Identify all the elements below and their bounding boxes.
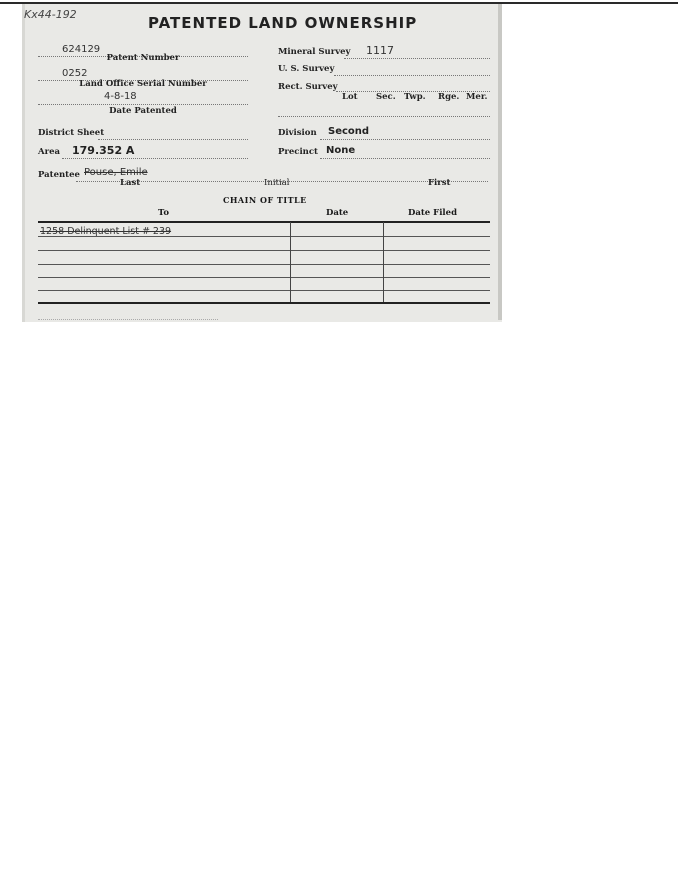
chain-bottom-rule [38,302,490,304]
rect-survey-lot: Lot [342,92,358,102]
patent-number-label: Patent Number [106,53,180,63]
mineral-survey-label: Mineral Survey [278,47,351,57]
chain-of-title-heading: CHAIN OF TITLE [223,195,307,205]
chain-header-rule [38,221,490,223]
patentee-first-label: First [428,178,451,188]
file-stamp: Kx44-192 [24,8,77,21]
serial-number-label: Land Office Serial Number [79,79,207,89]
division-label: Division [278,128,317,138]
serial-number-value: 0252 [62,68,88,79]
card-bottom-edge-mark [38,319,218,320]
division-line [320,139,490,140]
chain-header-date-filed: Date Filed [408,208,458,218]
chain-row-line-2 [38,250,490,251]
rect-survey-twp: Twp. [404,92,426,102]
mineral-survey-line [344,58,490,59]
chain-header-date: Date [326,208,349,218]
chain-row-1-to: 1258 Delinquent List # 239 [40,226,172,237]
rect-survey-sec: Sec. [376,92,396,102]
chain-row-line-5 [38,290,490,291]
rect-survey-rge: Rge. [438,92,460,102]
chain-row-line-3 [38,264,490,265]
card-left-edge [22,4,25,322]
date-patented-value: 4-8-18 [104,91,137,102]
patentee-value: Pouse, Emile [84,167,148,178]
mineral-survey-value: 1117 [366,44,394,57]
area-label: Area [38,147,60,157]
area-line [62,158,248,159]
us-survey-label: U. S. Survey [278,64,335,74]
rect-survey-label: Rect. Survey [278,82,338,92]
patentee-label: Patentee [38,170,80,180]
patentee-last-label: Last [120,178,141,188]
chain-header-to: To [158,208,170,218]
division-value: Second [328,126,370,137]
date-patented-label: Date Patented [109,106,177,116]
patent-number-value: 624129 [62,44,101,55]
patentee-initial-label: Initial [264,178,290,188]
precinct-line [320,158,490,159]
district-sheet-line [98,139,248,140]
us-survey-line [334,75,490,76]
precinct-value: None [326,145,356,156]
precinct-label: Precinct [278,147,318,157]
rect-survey-mer: Mer. [466,92,488,102]
district-sheet-label: District Sheet [38,128,105,138]
chain-column-divider-2 [383,222,384,302]
chain-row-line-4 [38,277,490,278]
rect-survey-blank-line [278,116,490,117]
chain-column-divider-1 [290,222,291,302]
card-right-edge [498,4,502,320]
card-title: PATENTED LAND OWNERSHIP [148,14,418,32]
area-value: 179.352 A [72,144,135,157]
date-patented-line [38,104,248,105]
